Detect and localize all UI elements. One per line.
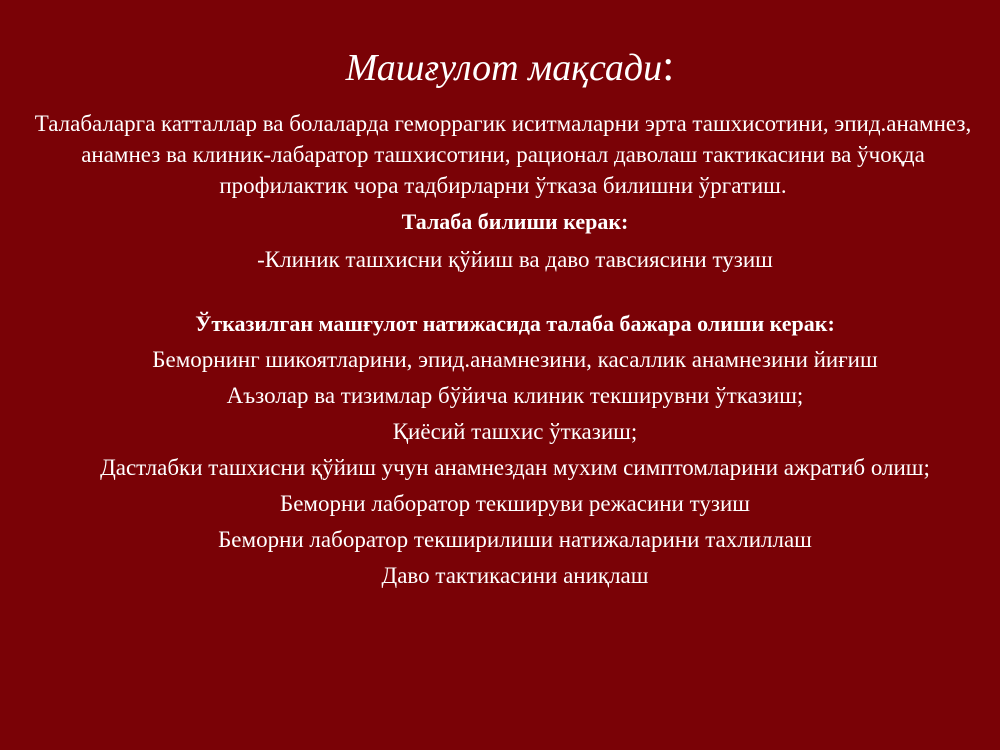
skills-item: Аъзолар ва тизимлар бўйича клиник текширувни ўтказиш; <box>226 383 804 408</box>
skills-item: Даво тактикасини аниқлаш <box>381 563 649 588</box>
skills-item: Беморни лаборатор текширилиши натижаларини тахлиллаш <box>218 527 812 552</box>
spacer <box>40 275 990 309</box>
intro-paragraph: Талабаларга катталлар ва болаларда геморрагик иситмаларни эрта ташхисотини, эпид.анамнез, анамнез ва клиник-лабаратор ташхисотини, рационал даволаш тактикасини ва ўчоқда профилактик чора тадбирларни ўтказа билишни ўргатиш. <box>34 111 972 198</box>
skills-item: Беморнинг шикоятларини, эпид.анамнезини, касаллик анамнезини йиғиш <box>152 347 878 372</box>
skills-item: Қиёсий ташхис ўтказиш; <box>392 419 638 444</box>
section-heading-knowledge: Талаба билиши керак: <box>401 209 629 234</box>
knowledge-list <box>40 244 990 275</box>
skills-item: Дастлабки ташхисни қўйиш учун анамнездан мухим симптомларини ажратиб олиш; <box>100 455 930 480</box>
slide-title <box>0 40 1000 94</box>
skills-list <box>40 345 990 591</box>
skills-item: Беморни лаборатор текшируви режасини тузиш <box>280 491 750 516</box>
section-heading-skills: Ўтказилган машғулот натижасида талаба бажара олиши керак: <box>195 311 835 336</box>
knowledge-item: -Клиник ташхисни қўйиш ва даво тавсиясини тузиш <box>257 247 773 272</box>
slide-title-text: Машғулот мақсади <box>345 47 663 89</box>
slide-title-colon: : <box>662 41 675 90</box>
slide-body <box>34 108 990 591</box>
